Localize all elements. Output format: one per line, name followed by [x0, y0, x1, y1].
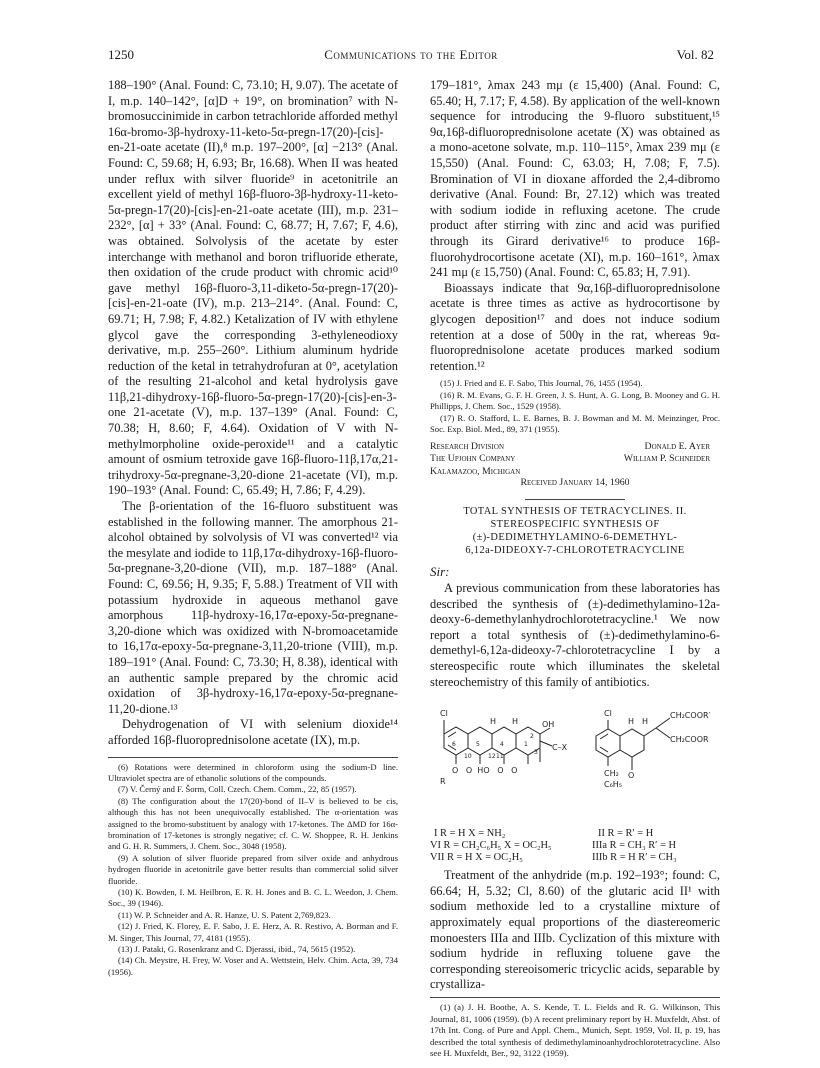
- svg-text:CH₂COOR: CH₂COOR: [670, 735, 709, 745]
- section-divider: [525, 499, 625, 500]
- footnote: (12) J. Fried, K. Florey, E. F. Sabo, J. E. Herz, A. R. Restivo, A. Borman and F. M. Singer, This Journal, 77, 4181 (1955).: [108, 921, 398, 943]
- svg-text:R: R: [440, 777, 446, 787]
- running-header: [108, 47, 714, 65]
- footnote: (17) R. O. Stafford, L. E. Barnes, B. J. Bowman and M. M. Meinzinger, Proc. Soc. Exp. Biol. Med., 89, 371 (1955).: [430, 412, 720, 434]
- body-paragraph: Bioassays indicate that 9α,16β-difluoroprednisolone acetate is three times as active as hydrocortisone by glycogen deposition¹⁷ and does not induce sodium retention at a dose of 500γ in the rat, whereas 9α-fluoroprednisolone acetate produces marked sodium retention.¹²: [430, 280, 720, 373]
- footnote: (7) V. Černý and F. Šorm, Coll. Czech. Chem. Comm., 22, 85 (1957).: [118, 784, 357, 795]
- svg-text:H: H: [512, 717, 519, 727]
- division: Research Division: [430, 441, 505, 453]
- salutation: Sir:: [430, 563, 450, 579]
- svg-text:O: O: [628, 771, 635, 781]
- svg-text:Cl: Cl: [440, 709, 448, 719]
- footnote: (8) The configuration about the 17(20)-bond of II–V is believed to be cis, although this has not been unequivocally established. The α-orientation was assigned to the bromo-substituent by analogy with 17-ketones. The ΔMD for 16α-bromination of 17-ketones is strongly negative; cf. C. W. Shoppee, R. H. Jenkins and G. H. R. Summers, J. Chem. Soc., 3048 (1958).: [108, 795, 398, 852]
- affiliation-block: [430, 441, 720, 489]
- svg-text:2: 2: [530, 733, 534, 741]
- legend-entry: I R = H X = NH₂: [434, 828, 506, 840]
- received-date: Received January 14, 1960: [520, 477, 630, 489]
- right-column: [430, 78, 720, 1060]
- body-paragraph: 179–181°, λmax 243 mμ (ε 15,400) (Anal. Found: C, 65.40; H, 7.17; F, 4.58). By application of the well-known sequence for introducing the 9-fluoro substituent,¹⁵ 9α,16β-difluoroprednisolone acetate (X) was obtained as a mono-acetone solvate, m.p. 110–115°, λmax 239 mμ (ε 15,550) (Anal. Found: C, 63.03; H, 7.08; F, 7.5). Bromination of VI in dioxane afforded the 2,4-dibromo derivative (Anal. Found: Br, 27.12) which was treated with sodium iodide in refluxing acetone. The crude product after stirring with zinc and acid was purified through its Girard derivative¹⁶ to produce 16β-fluorohydrocortisone acetate (XI), m.p. 160–161°, λmax 241 mμ (ε 15,750) (Anal. Found: C, 65.83; H, 7.91).: [430, 78, 720, 280]
- volume-label: Vol. 82: [676, 47, 714, 62]
- svg-text:12: 12: [488, 753, 496, 761]
- body-paragraph: Treatment of the anhydride (m.p. 192–193°; found: C, 66.64; H, 5.32; Cl, 8.60) of the glutaric acid II¹ with sodium methoxide led to a crystalline mixture of approximately equal proportions of the diastereomeric monoesters IIIa and IIIb. Cyclization of this mixture with sodium hydride in refluxing toluene gave the corresponding stereoisomeric tricyclic acids, separable by crystalliza-: [430, 868, 720, 992]
- footnote: (1) (a) J. H. Boothe, A. S. Kende, T. L. Fields and R. G. Wilkinson, This Journal, 81, 1006 (1959). (b) A recent preliminary report by H. Muxfeldt, Abst. of 17th Int. Cong. of Pure and Appl. Chem., Munich, Sept. 1959, Vol. II, p. 19, has described the total synthesis of dedimethylaminoanhydrochlorotetracycline. Also see H. Muxfeldt, Ber., 92, 3122 (1959).: [430, 1002, 720, 1059]
- body-paragraph: The β-orientation of the 16-fluoro substituent was established in the following manner. The amorphous 21-alcohol obtained by solvolysis of VI was converted¹² via the mesylate and iodide to 11β,17α-dihydroxy-16β-fluoro-5α-pregnane-3,20-dione (VII), m.p. 187–188° (Anal. Found: C, 69.56; H, 9.35; F, 5.88.) Treatment of VII with potassium hydroxide in aqueous methanol gave amorphous 11β-hydroxy-16,17α-epoxy-5α-pregnane-3,20-dione which was oxidized with N-bromoacetamide to 16,17α-epoxy-5α-pregnane-3,11,20-trione (VIII), m.p. 189–191° (Anal. Found: C, 73.30; H, 8.38), identical with an authentic sample prepared by the chromic acid oxidation of 3β-hydroxy-16,17α-epoxy-5α-pregnane-11,20-dione.¹³: [108, 499, 398, 716]
- svg-text:CH₂COOR′: CH₂COOR′: [670, 711, 711, 721]
- legend-entry: VI R = CH₂C₆H₅ X = OC₂H₅: [430, 840, 552, 852]
- company: The Upjohn Company Kalamazoo, Michigan: [430, 453, 521, 477]
- footnote: (13) J. Pataki, G. Rosenkranz and C. Djerassi, ibid., 74, 5615 (1952).: [118, 944, 356, 955]
- svg-text:4: 4: [500, 741, 504, 749]
- svg-text:H: H: [490, 717, 497, 727]
- author-name: William P. Schneider: [623, 453, 710, 465]
- footnote: (16) R. M. Evans, G. F. H. Green, J. S. Hunt, A. G. Long, B. Mooney and G. H. Phillipps, J. Chem. Soc., 1529 (1958).: [430, 389, 720, 412]
- svg-text:10: 10: [464, 753, 472, 761]
- svg-text:Cl: Cl: [604, 709, 612, 719]
- author-name: Donald E. Ayer: [644, 441, 710, 453]
- svg-text:O O HO O O: O O HO O O: [452, 766, 518, 776]
- legend-entry: IIIb R = H R′ = CH₃: [592, 852, 677, 864]
- footnote: (10) K. Bowden, I. M. Heilbron, E. R. H. Jones and B. C. L. Weedon, J. Chem. Soc., 39 (1946).: [108, 887, 398, 909]
- footnotes: [430, 997, 720, 1060]
- footnote: (15) J. Fried and E. F. Sabo, This Journal, 76, 1455 (1954).: [440, 378, 643, 389]
- structure-diagram: [430, 694, 720, 826]
- body-paragraph: 188–190° (Anal. Found: C, 73.10; H, 9.07). The acetate of I, m.p. 140–142°, [α]D + 19°, on bromination⁷ with N-bromosuccinimide in carbon tetrachloride afforded methyl 16α-bromo-3β-hydroxy-11-keto-5α-pregn-17(20)-[cis]-en-21-oate acetate (II),⁸ m.p. 197–200°, [α] −213° (Anal. Found: C, 59.68; H, 6.93; Br, 16.68). When II was heated under reflux with silver fluoride⁹ in acetonitrile an excellent yield of methyl 16β-fluoro-3β-hydroxy-11-keto-5α-pregn-17(20)-[cis]-en-21-oate acetate (III), m.p. 231–232°, [α] + 33° (Anal. Found: C, 68.77; H, 7.67; F, 4.6), was obtained. Solvolysis of the acetate by ester interchange with methanol and boron trifluoride etherate, then oxidation of the crude product with chromic acid¹⁰ gave methyl 16β-fluoro-3,11-diketo-5α-pregn-17(20)-[cis]-en-21-oate (IV), m.p. 213–214°. (Anal. Found: C, 69.71; H, 7.98; F, 4.82.) Ketalization of IV with ethylene glycol gave the corresponding 3-ethyleneodioxy derivative, m.p. 255–260°. Lithium aluminum hydride reduction of the ketal in tetrahydrofuran at 0°, acetylation of the resulting 21-alcohol and ketal hydrolysis gave 11β,21-dihydroxy-16β-fluoro-5α-pregn-17(20)-[cis]-en-3-one 21-acetate (V), m.p. 137–139° (Anal. Found: C, 70.38; H, 8.60; F, 4.64). Oxidation of V with N-methylmorpholine oxide-peroxide¹¹ and a catalytic amount of osmium tetroxide gave 16β-fluoro-11β,17α,21-trihydroxy-5α-pregnane-3,20-dione 21-acetate (VI), m.p. 190–193° (Anal. Found: C, 65.49; H, 7.86; F, 4.29).: [108, 78, 399, 498]
- svg-text:H: H: [628, 717, 635, 727]
- svg-text:11: 11: [496, 753, 504, 761]
- svg-text:C–X: C–X: [552, 743, 568, 753]
- svg-text:3: 3: [534, 749, 538, 757]
- compound-legend: [430, 828, 720, 868]
- svg-text:6: 6: [452, 741, 456, 749]
- page-number: 1250: [108, 47, 134, 62]
- svg-text:5: 5: [476, 741, 480, 749]
- footnote: (9) A solution of silver fluoride prepared from silver oxide and anhydrous hydrogen fluoride in acetonitrile gave better results than commercial solid silver fluoride.: [108, 852, 398, 886]
- svg-text:CH₂: CH₂: [604, 769, 619, 779]
- article-title: TOTAL SYNTHESIS OF TETRACYCLINES. II. STEREOSPECIFIC SYNTHESIS OF (±)-DEDIMETHYLAMINO-6-DEMETHYL- 6,12a-DIDEOXY-7-CHLOROTETRACYCLINE: [463, 506, 687, 556]
- body-paragraph: A previous communication from these laboratories has described the synthesis of (±)-dedimethylamino-12a-deoxy-6-demethylanhydrochlorotetracycline.¹ We now report a total synthesis of (±)-dedimethylamino-6-demethyl-6,12a-dideoxy-7-chlorotetracycline I by a stereospecific route which illuminates the skeletal stereochemistry of this family of antibiotics.: [430, 581, 720, 689]
- body-paragraph: Dehydrogenation of VI with selenium dioxide¹⁴ afforded 16β-fluoroprednisolone acetate (IX), m.p.: [108, 717, 398, 747]
- svg-text:C₆H₅: C₆H₅: [604, 780, 623, 790]
- footnote: (14) Ch. Meystre, H. Frey, W. Voser and A. Wettstein, Helv. Chim. Acta, 39, 734 (1956).: [108, 955, 398, 977]
- legend-entry: IIIa R = CH₃ R′ = H: [592, 840, 676, 852]
- running-title: Communications to the Editor: [324, 47, 498, 62]
- footnote: (11) W. P. Schneider and A. R. Hanze, U. S. Patent 2,769,823.: [118, 909, 331, 920]
- svg-text:OH: OH: [542, 720, 555, 730]
- legend-entry: VII R = H X = OC₂H₅: [430, 852, 523, 864]
- footnotes: [430, 378, 720, 435]
- svg-text:H: H: [642, 717, 649, 727]
- legend-entry: II R = R′ = H: [598, 828, 654, 840]
- footnotes: [108, 757, 398, 979]
- svg-text:1: 1: [524, 741, 528, 749]
- chemical-structures: [430, 694, 720, 826]
- left-column: [108, 78, 398, 978]
- footnote: (6) Rotations were determined in chloroform using the sodium-D line. Ultraviolet spectra are of ethanolic solutions of the compounds.: [108, 761, 398, 783]
